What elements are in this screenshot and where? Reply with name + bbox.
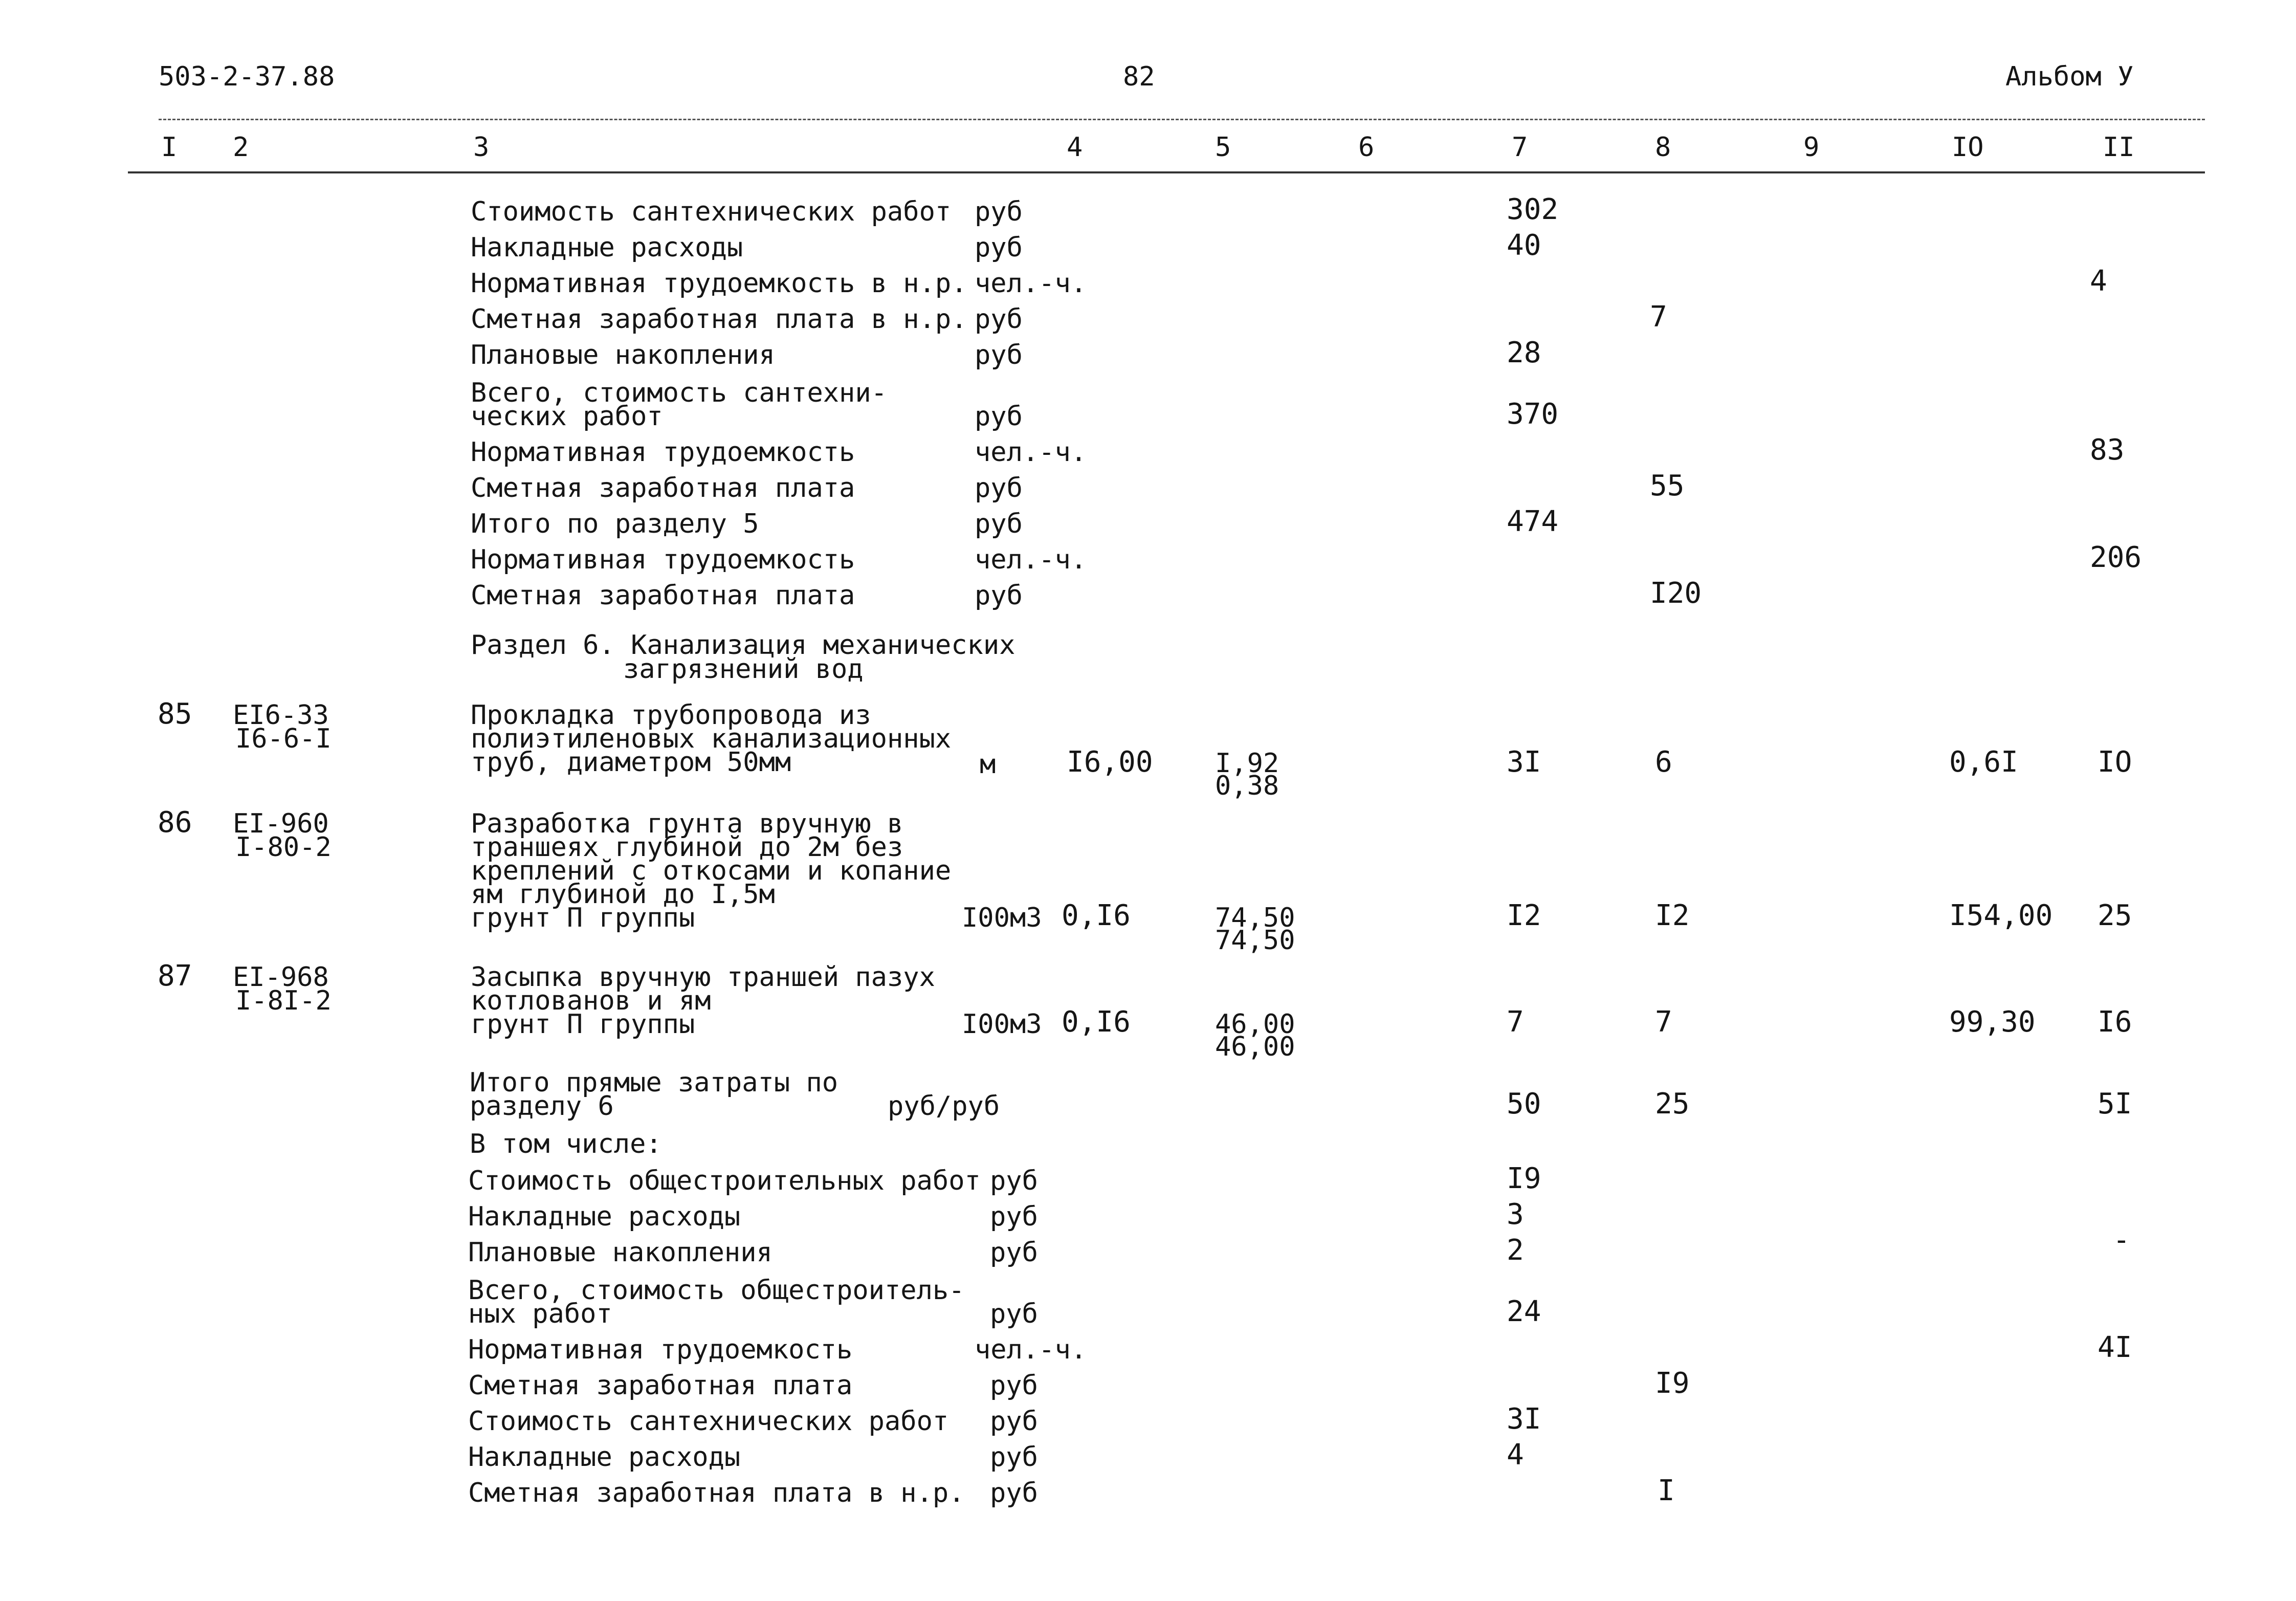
item-price-wage: 74,50 [1215,925,1295,956]
item-description: труб, диаметром 50мм [471,747,791,778]
summary-label: Сметная заработная плата [468,1370,853,1401]
summary-col8: I9 [1655,1367,1690,1400]
summary-col7: 474 [1507,505,1559,538]
totals-unit: руб/руб [888,1091,1000,1122]
section-title: Раздел 6. Канализация механических [471,630,1015,661]
summary-col11: 4 [2090,265,2107,298]
item-col7: 7 [1507,1005,1524,1039]
summary-unit: чел.-ч. [975,268,1087,299]
summary-col11: - [2113,1223,2130,1257]
item-number: 85 [158,697,192,731]
summary-col7: 302 [1507,193,1559,226]
page-number: 82 [1123,61,1155,92]
item-price-wage: 46,00 [1215,1032,1295,1062]
totals-col7: 50 [1507,1087,1541,1121]
summary-label: Нормативная трудоемкость [468,1334,853,1365]
summary-unit: руб [990,1478,1038,1508]
item-description: ям глубиной до I,5м [471,879,775,910]
summary-unit: руб [990,1299,1038,1329]
summary-col7: 3 [1507,1198,1524,1231]
item-price-total: 46,00 [1215,1009,1295,1040]
summary-col7: 3I [1507,1402,1541,1436]
summary-label: Плановые накопления [471,340,775,370]
summary-label: Плановые накопления [468,1237,772,1268]
item-price-total: 74,50 [1215,903,1295,933]
summary-label: Нормативная трудоемкость в н.р. [471,268,967,299]
summary-label: Нормативная трудоемкость [471,437,855,468]
summary-label: Накладные расходы [468,1201,741,1232]
col-header-3: 3 [473,132,490,163]
summary-unit: чел.-ч. [975,437,1087,468]
summary-unit: руб [975,304,1023,335]
item-description: Засыпка вручную траншей пазух [471,962,935,993]
col-header-4: 4 [1067,132,1083,163]
item-col8: 7 [1655,1005,1672,1039]
item-description: котлованов и ям [471,985,711,1016]
item-unit: I00м3 [962,1009,1042,1040]
summary-unit: руб [990,1201,1038,1232]
summary-unit: руб [990,1442,1038,1473]
item-col10: 99,30 [1949,1005,2036,1039]
item-description: грунт П группы [471,903,695,933]
summary-col7: 28 [1507,336,1541,369]
totals-col11: 5I [2098,1087,2132,1121]
item-col8: I2 [1655,899,1690,932]
summary-label: Сметная заработная плата в н.р. [471,304,967,335]
summary-label: Всего, стоимость общестроитель- [468,1275,965,1306]
summary-unit: руб [990,1370,1038,1401]
summary-col7: 40 [1507,229,1541,262]
summary-label: Сметная заработная плата [471,580,855,611]
item-col11: I6 [2098,1005,2132,1039]
summary-label: ных работ [468,1299,612,1329]
summary-unit: чел.-ч. [975,1334,1087,1365]
item-col7: 3I [1507,745,1541,779]
summary-col7: 2 [1507,1234,1524,1267]
summary-label: Накладные расходы [468,1442,741,1473]
doc-code: 503-2-37.88 [159,61,335,92]
summary-label: Сметная заработная плата [471,473,855,503]
item-code: I-80-2 [235,832,332,863]
col-header-6: 6 [1358,132,1375,163]
col-header-5: 5 [1215,132,1231,163]
summary-col8: I20 [1650,577,1702,610]
summary-unit: руб [975,473,1023,503]
summary-unit: руб [990,1406,1038,1437]
item-unit: I00м3 [962,903,1042,933]
summary-label: Стоимость общестроительных работ [468,1166,981,1196]
item-price-total: I,92 [1215,748,1279,779]
summary-unit: руб [975,340,1023,370]
item-col10: I54,00 [1949,899,2053,932]
summary-col8: 7 [1650,300,1667,334]
col-header-10: IO [1952,132,1984,163]
item-description: траншеях глубиной до 2м без [471,832,903,863]
summary-label: Итого по разделу 5 [471,509,759,539]
item-quantity: 0,I6 [1062,1005,1131,1039]
item-price-wage: 0,38 [1215,771,1279,801]
item-code: EI-968 [233,962,329,993]
summary-col11: 206 [2090,541,2142,574]
item-description: Прокладка трубопровода из [471,700,871,731]
item-code: EI6-33 [233,700,329,731]
header-top-rule [159,119,2205,120]
summary-label: Накладные расходы [471,232,743,263]
summary-col7: 24 [1507,1295,1541,1328]
item-col8: 6 [1655,745,1672,779]
item-unit: м [980,749,996,780]
summary-col7: 4 [1507,1438,1524,1472]
item-code: I-8I-2 [235,985,332,1016]
summary-unit: руб [975,401,1023,432]
col-header-11: II [2103,132,2135,163]
summary-unit: руб [975,580,1023,611]
summary-unit: руб [990,1237,1038,1268]
summary-unit: руб [990,1166,1038,1196]
item-number: 86 [158,806,192,839]
item-description: грунт П группы [471,1009,695,1040]
item-col10: 0,6I [1949,745,2018,779]
item-description: полиэтиленовых канализационных [471,723,952,754]
col-header-1: I [161,132,178,163]
album-label: Альбом У [2005,61,2134,92]
summary-col7: 370 [1507,398,1559,431]
totals-label: Итого прямые затраты по [470,1067,838,1098]
header-bottom-rule [128,171,2205,173]
summary-col8: I [1658,1474,1675,1507]
summary-label: Стоимость сантехнических работ [468,1406,949,1437]
item-col11: 25 [2098,899,2132,932]
item-code: EI-960 [233,808,329,839]
summary-unit: чел.-ч. [975,544,1087,575]
col-header-2: 2 [233,132,249,163]
col-header-8: 8 [1655,132,1671,163]
summary-label: Нормативная трудоемкость [471,544,855,575]
summary-col11: 83 [2090,433,2125,467]
summary-unit: руб [975,196,1023,227]
item-quantity: I6,00 [1067,745,1153,779]
summary-col7: I9 [1507,1162,1541,1195]
summary-col8: 55 [1650,469,1685,502]
summary-label: Сметная заработная плата в н.р. [468,1478,965,1508]
item-quantity: 0,I6 [1062,899,1131,932]
summary-label: ческих работ [471,401,663,432]
summary-label: Всего, стоимость сантехни- [471,378,887,408]
item-description: Разработка грунта вручную в [471,808,903,839]
col-header-7: 7 [1512,132,1528,163]
item-col7: I2 [1507,899,1541,932]
summary-label: Стоимость сантехнических работ [471,196,952,227]
summary-unit: руб [975,509,1023,539]
summary-unit: руб [975,232,1023,263]
item-description: креплений с откосами и копание [471,856,952,886]
totals-col8: 25 [1655,1087,1690,1121]
col-header-9: 9 [1803,132,1820,163]
totals-label: разделу 6 [470,1091,614,1122]
item-code: I6-6-I [235,723,332,754]
including-label: В том числе: [470,1129,662,1159]
item-number: 87 [158,959,192,993]
section-title: загрязнений вод [623,654,864,685]
item-col11: IO [2098,745,2132,779]
summary-col11: 4I [2098,1331,2132,1364]
